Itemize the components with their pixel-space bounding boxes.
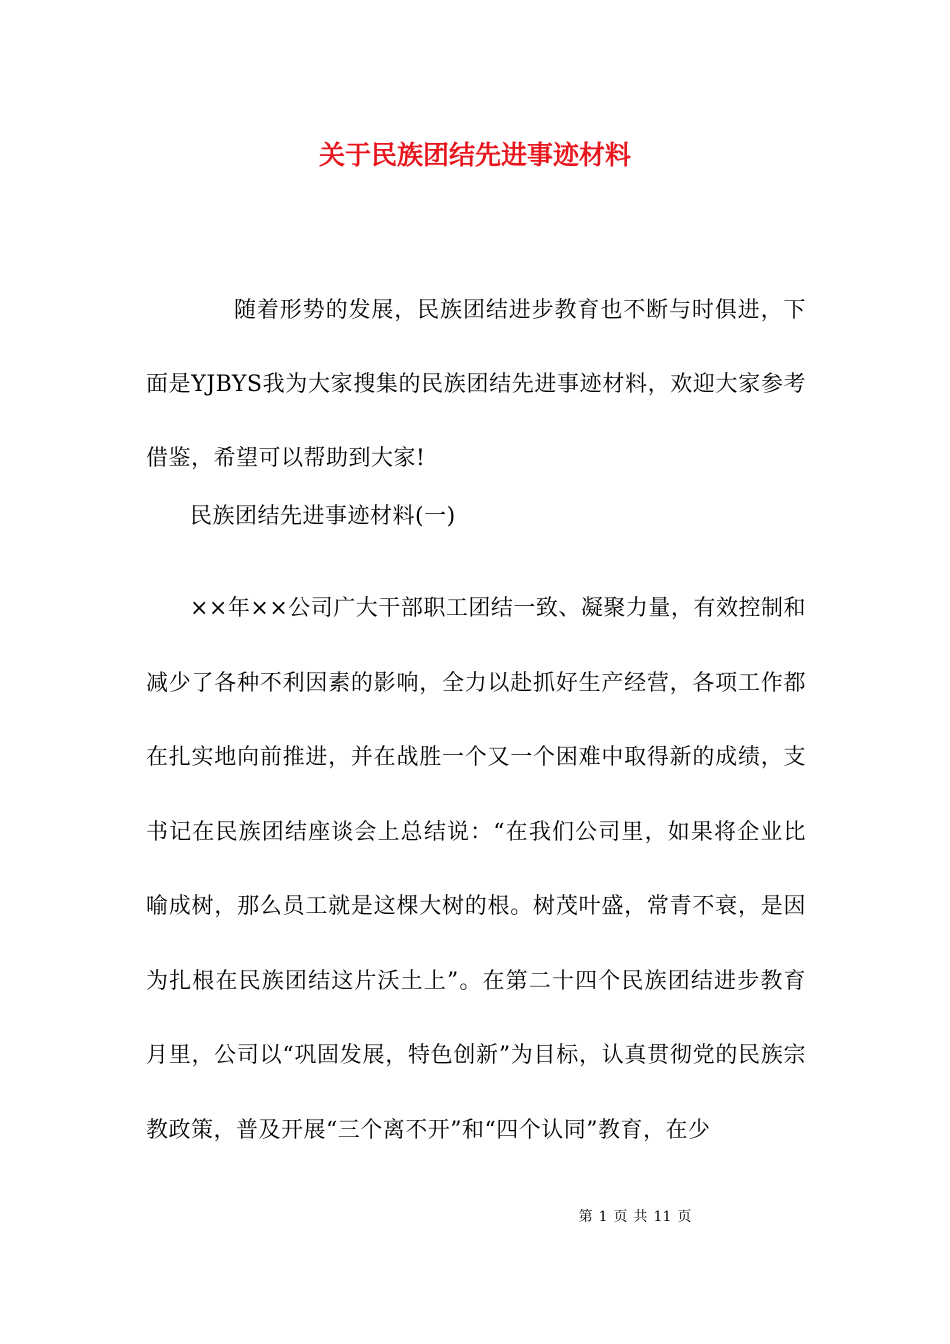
page-footer [0, 1205, 950, 1229]
page-label-suffix: 页 [677, 1209, 692, 1225]
document-title: 关于民族团结先进事迹材料 [318, 141, 631, 171]
body-paragraph: ××年××公司广大干部职工团结一致、凝聚力量，有效控制和减少了各种不利因素的影响，全力以赴抓好生产经营，各项工作都在扎实地向前推进，并在战胜一个又一个困难中取得新的成绩，支书记在民族团结座谈会上总结说：“在我们公司里，如果将企业比喻成树，那么员工就是这棵大树的根。树茂叶盛，常青不衰，是因为扎根在民族团结这片沃土上”。在第二十四个民族团结进步教育月里，公司以“巩固发展，特色创新”为目标，认真贯彻党的民族宗教政策，普及开展“三个离不开”和“四个认同”教育，在少 [146, 596, 806, 1143]
page-label-prefix: 第 [578, 1209, 593, 1225]
page-label-mid-1: 页 [613, 1209, 628, 1225]
current-page-number: 1 [598, 1209, 608, 1225]
total-pages-number: 11 [653, 1209, 672, 1225]
section-heading: 民族团结先进事迹材料(一) [190, 504, 456, 529]
page-label-mid-2: 共 [633, 1209, 648, 1225]
intro-paragraph: 随着形势的发展，民族团结进步教育也不断与时俱进，下面是YJBYS我为大家搜集的民族团结先进事迹材料，欢迎大家参考借鉴，希望可以帮助到大家! [146, 298, 806, 471]
